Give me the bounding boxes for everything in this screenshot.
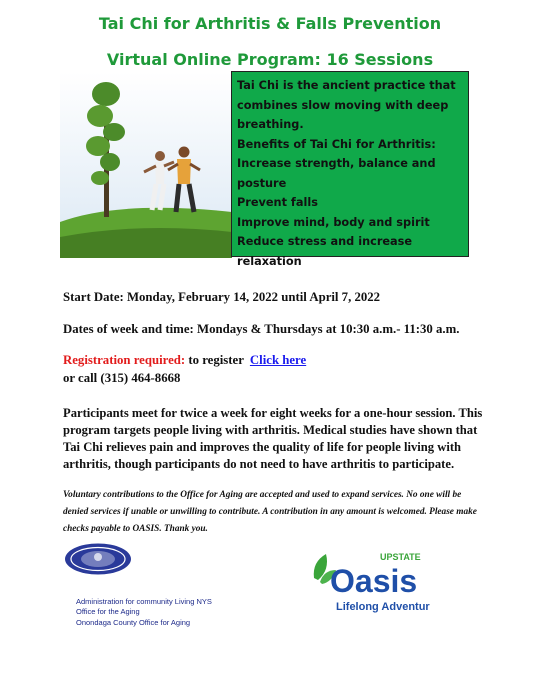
benefits-line: combines slow moving with deep (237, 98, 449, 112)
admin-line: Office for the Aging (76, 607, 140, 617)
dates-time: Dates of week and time: Mondays & Thursdays at 10:30 a.m.- 11:30 a.m. (63, 322, 460, 336)
register-link[interactable]: Click here (249, 353, 307, 367)
benefits-line: Prevent falls (237, 196, 318, 209)
logo-tagline: Lifelong Adventure (336, 601, 430, 613)
administration-credits (76, 597, 212, 628)
admin-line: Administration for community Living NYS (76, 597, 212, 606)
page-subtitle: Virtual Online Program: 16 Sessions (106, 50, 434, 69)
admin-line: Onondaga County Office for Aging (76, 617, 191, 627)
tai-chi-photo (60, 72, 232, 258)
benefits-line: posture (237, 176, 287, 190)
benefits-line: Tai Chi is the ancient practice that (237, 79, 456, 92)
program-description: Participants meet for twice a week for eight weeks for a one-hour session. This program targets people living with arthritis. Medical studies have shown that Tai Chi relieves pain and improves the quality of life for people living with arthritis, though participants do not need to have arthritis to participate. (63, 406, 483, 471)
registration-text: to register (185, 353, 244, 367)
benefits-line: Increase strength, balance and (237, 157, 436, 170)
page-title: Tai Chi for Arthritis & Falls Prevention (98, 14, 442, 33)
nys-seal-logo (63, 542, 133, 576)
benefits-line: breathing. (237, 118, 304, 131)
benefits-box (231, 71, 469, 268)
benefits-line: Benefits of Tai Chi for Arthritis: (237, 137, 436, 151)
phone-line: or call (315) 464-8668 (63, 371, 181, 385)
upstate-oasis-logo (310, 548, 430, 616)
logo-upstate: UPSTATE (380, 552, 421, 562)
start-date: Start Date: Monday, February 14, 2022 until April 7, 2022 (63, 290, 381, 304)
benefits-line: Reduce stress and increase relaxation (237, 235, 413, 268)
benefits-line: Improve mind, body and spirit (237, 215, 430, 229)
registration-label: Registration required: (63, 353, 186, 367)
registration-line (63, 353, 306, 368)
voluntary-contributions-note: Voluntary contributions to the Office for Aging are accepted and used to expand services. No one will be denied services if unable or unwilling to contribute. A contribution in any amount is welcomed. Please make checks payable to OASIS. Thank you. (63, 490, 477, 534)
logo-oasis: Oasis (330, 563, 418, 599)
